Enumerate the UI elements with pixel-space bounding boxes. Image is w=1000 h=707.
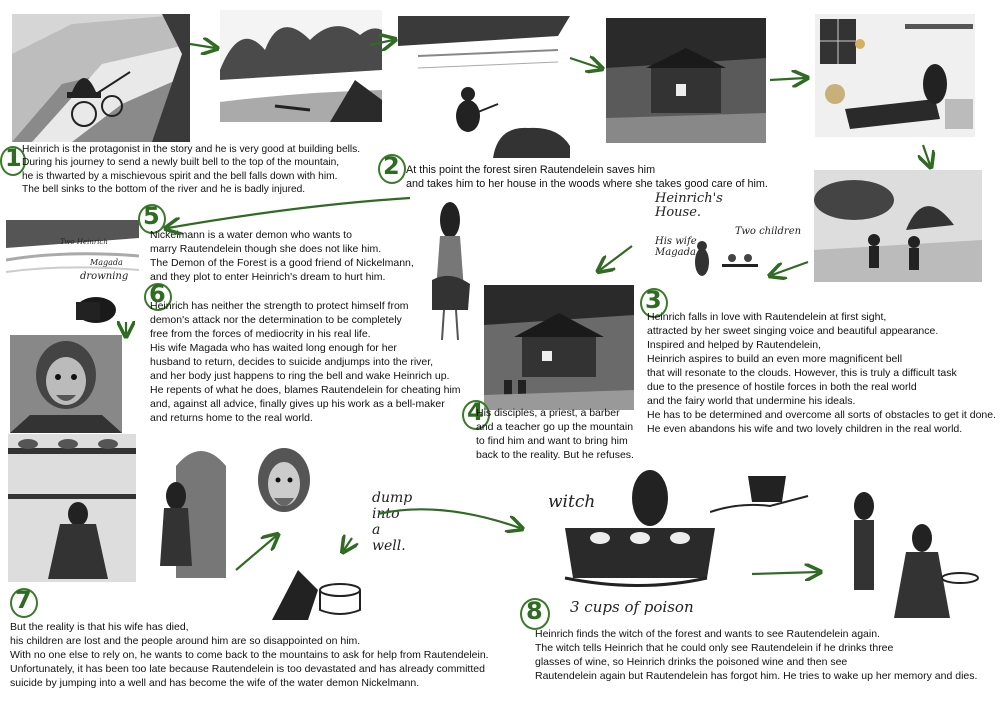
step-6-number: 6 xyxy=(149,280,166,308)
label-magada: Magada xyxy=(90,258,123,267)
label-witch: witch xyxy=(548,492,596,512)
sketch-heinrich-face xyxy=(244,440,324,528)
step-1-number: 1 xyxy=(5,144,22,172)
step-5-text: Nickelmann is a water demon who wants to marry Rautendelein though she does not like him. The Demon of the Forest is a good friend of Nickelmann, and they plot to enter Heinrich's dream to hurt him. xyxy=(150,229,414,283)
sketch-house-interior xyxy=(815,14,975,137)
step-2-text: At this point the forest siren Rautendelein saves him and takes him to her house in the woods where she takes good care of him. xyxy=(406,164,768,190)
sketch-hand-with-cup xyxy=(710,462,810,522)
sketch-hut-in-woods xyxy=(606,18,766,143)
sketch-well-door xyxy=(146,436,236,578)
step-8-text: Heinrich finds the witch of the forest and wants to see Rautendelein again. The witch tells Heinrich that he could only see Rautendelein if he drinks three glasses of wine, so Heinrich drinks the poisoned wine and then see Rautendelein again but Rautendelein has forgot him. He tries to wake up her memory and dies. xyxy=(535,628,978,682)
sketch-heinrich-portrait xyxy=(10,335,122,433)
label-heinrichs-house: Heinrich's House. xyxy=(655,191,723,220)
sketch-forest-siren xyxy=(398,16,570,158)
step-5-number: 5 xyxy=(143,202,160,230)
step-2-number: 2 xyxy=(383,152,400,180)
arrow-8-9 xyxy=(168,198,410,228)
sketch-dump-into-well xyxy=(268,560,366,624)
sketch-woman-with-pots xyxy=(8,434,136,582)
sketch-witch-table xyxy=(555,468,725,598)
label-drowning: drowning xyxy=(80,271,129,282)
sketch-heinrich-family xyxy=(814,170,982,282)
label-dump-into-well: dump into a well. xyxy=(372,490,413,554)
label-three-cups-of-poison: 3 cups of poison xyxy=(570,598,694,616)
step-3-text: Heinrich falls in love with Rautendelein at first sight, attracted by her sweet singing voice and beautiful appearance. Inspired and helped by Rautendelein, Heinrich aspires to build an even more magnificent bell that will resonate to the clouds. However, this is truly a difficult task due to the presence of hostile forces in both the real world and the fairy world that undermine his ideals. He has to be determined and overcome all sorts of obstacles to get it done. He even abandons his wife and two lovely children in the real world. xyxy=(647,311,997,435)
arrow-1-2 xyxy=(190,44,215,48)
step-4-text: His disciples, a priest, a barber and a teacher go up the mountain to find him and want to bring him back to the reality. But he refuses. xyxy=(476,407,634,461)
label-his-wife-magada: His wife Magada xyxy=(655,236,697,258)
step-7-text: But the reality is that his wife has died, his children are lost and the people around him are so disappointed on him. With no one else to rely on, he wants to come back to the mountains to ask for help from Rautendelein. Unfortunately, it has been too late because Rautendelein is too devastated and has already committed suicide by jumping into a well and has become the wife of the water demon Nickelmann. xyxy=(10,621,489,689)
arrow-7-8 xyxy=(600,246,632,270)
sketch-reunion-figures xyxy=(830,478,980,628)
step-8-number: 8 xyxy=(526,597,543,625)
arrow-4-5 xyxy=(770,78,805,80)
step-1-text: Heinrich is the protagonist in the story and he is very good at building bells. During his journey to send a newly built bell to the top of the mountain, he is thwarted by a mischievous spirit and the bell falls down with him. The bell sinks to the bottom of the river and he is badly injured. xyxy=(22,144,361,195)
label-two-children: Two children xyxy=(735,226,802,237)
step-3-number: 3 xyxy=(645,286,662,314)
label-two-heinrich: Two Heinrich xyxy=(60,238,108,246)
arrow-5-6 xyxy=(923,145,930,165)
sketch-bell-falling xyxy=(12,14,190,142)
arrow-3-4 xyxy=(570,58,600,68)
sketch-disciples-hut xyxy=(484,285,634,410)
arrow-12-13 xyxy=(752,572,818,574)
step-6-text: Heinrich has neither the strength to protect himself from demon's attack nor the determination to be completely free from the forces of mediocrity in his real life. His wife Magada who has waited long enough for her husband to return, decides to suicide andjumps into the river, and her body just happens to ring the bell and wake Heinrich up. He repents of what he does, blames Rautendelein for cheating him and, against all advice, finally gives up his work as a bell-maker and returns home to the real world. xyxy=(150,300,461,424)
arrow-6-7 xyxy=(772,262,808,275)
sketch-mountains-river xyxy=(220,10,382,122)
step-4-number: 4 xyxy=(467,398,484,426)
arrow-dump xyxy=(344,538,352,550)
step-7-number: 7 xyxy=(15,586,32,614)
